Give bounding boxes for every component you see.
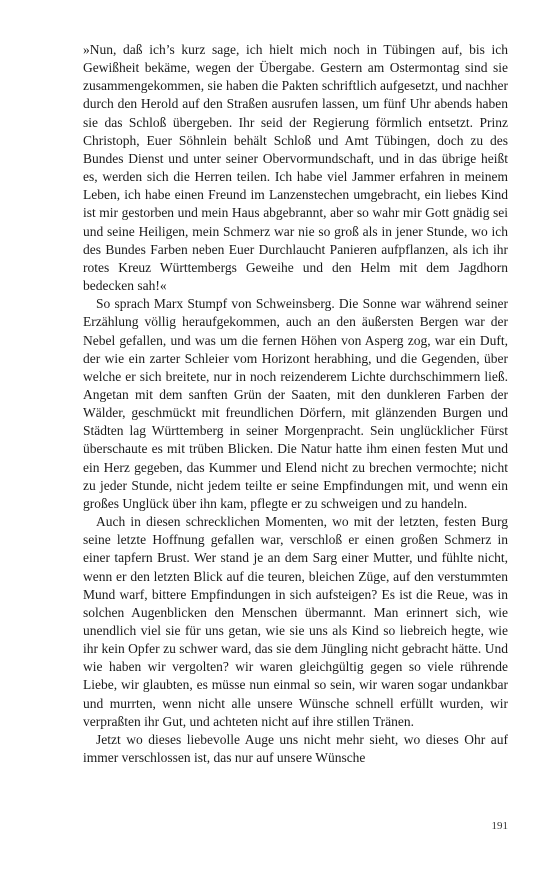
paragraph-2: So sprach Marx Stumpf von Schweinsberg. Die Sonne war während seiner Erzählung völlig heraufgekommen, auch an den äußersten Bergen war der Nebel gefallen, und was um die fernen Höhen von Asperg zog, war ein Duft, der wie ein zarter Schleier vom Horizont herabhing, und die Gegenden, über welche er sich breitete, nur in noch reizenderem Lichte durchschimmern ließ. Angetan mit dem sanften Grün der Saaten, mit den dunkleren Farben der Wälder, geschmückt mit freundlichen Dörfern, mit glänzenden Burgen und Städten lag Württemberg in seiner Morgenpracht. Sein unglücklicher Fürst überschaute es mit trüben Blicken. Die Natur hatte ihm einen festen Mut und ein Herz gegeben, das Kummer und Elend nicht zu brechen vermochte; nicht zu jeder Stunde, nicht jedem teilte er seine Empfindungen mit, und wenn ein großes Unglück über ihn kam, pflegte er zu schweigen und zu handeln. bbox=[83, 296, 508, 511]
body-text bbox=[83, 41, 508, 767]
paragraph-1: »Nun, daß ich’s kurz sage, ich hielt mich noch in Tübingen auf, bis ich Gewißheit bekäme, wegen der Übergabe. Gestern am Ostermontag sind sie zusammengekommen, sie haben die Pakten schriftlich aufgesetzt, und nachher durch den Herold auf den Straßen ausrufen lassen, um fünf Uhr abends haben sie das Schloß übergeben. Ihr seid der Regierung förmlich entsetzt. Prinz Christoph, Euer Söhnlein behält Schloß und Amt Tübingen, doch zu des Bundes Dienst und unter seiner Obervormundschaft, und in das übrige heißt es, werden sich die Herren teilen. Ich habe viel Jammer erfahren in meinem Leben, ich habe einen Freund im Lanzenstechen umgebracht, ein liebes Kind ist mir gestorben und mein Haus abgebrannt, aber so wahr mir Gott gnädig sei und seine Heiligen, mein Schmerz war nie so groß als in jener Stunde, wo ich des Bundes Farben neben Euer Durchlaucht Panieren aufpflanzen, als ich ihr rotes Kreuz Württembergs Geweihe und den Helm mit dem Jagdhorn bedecken sah!« bbox=[83, 42, 508, 294]
page-number: 191 bbox=[491, 820, 508, 832]
paragraph-3: Auch in diesen schrecklichen Momenten, wo mit der letzten, festen Burg seine letzte Hoffnung gefallen war, verschloß er einen großen Schmerz in einer tapfern Brust. Wer stand je an dem Sarg einer Mutter, und fühlte nicht, wenn er den letzten Blick auf die teuren, bleichen Züge, auf den verstummten Mund warf, bittere Empfindungen in sich aufsteigen? Es ist die Reue, was in solchen Augenblicken den Menschen übermannt. Man erinnert sich, wie unendlich viel sie für uns getan, wie sie uns als Kind so liebreich hegte, wie ihr kein Opfer zu schwer ward, das sie dem Jüngling nicht gebracht hätte. Und wie haben wir vergolten? wir waren gleichgültig gegen so viele rührende Liebe, wir glaubten, es müsse nun einmal so sein, wir waren sogar undankbar und murrten, wenn nicht alle unsere Wünsche schnell erfüllt wurden, wir verpraßten ihr Gut, und achteten nicht auf ihre stillen Tränen. bbox=[83, 514, 508, 729]
paragraph-4: Jetzt wo dieses liebevolle Auge uns nicht mehr sieht, wo dieses Ohr auf immer verschlossen ist, das nur auf unsere Wünsche bbox=[83, 731, 508, 766]
